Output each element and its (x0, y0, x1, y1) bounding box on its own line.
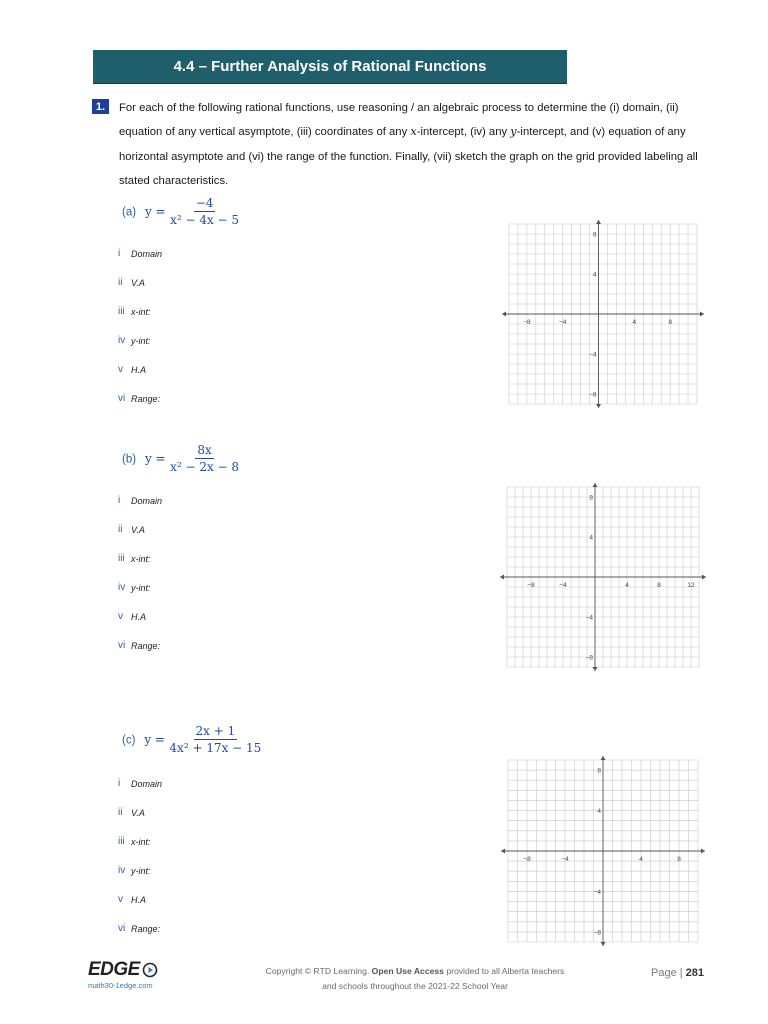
answer-prompt (118, 640, 160, 651)
answer-prompt (118, 553, 151, 564)
x-tick-label: 4 (639, 856, 643, 863)
x-tick-label: 8 (668, 319, 672, 326)
equation-lhs: y = (144, 451, 166, 466)
prompt-label: H.A (131, 611, 147, 622)
prompt-numeral: i (118, 495, 121, 506)
prompt-numeral: iv (118, 335, 126, 346)
y-axis-arrow-bottom (596, 404, 601, 408)
coordinate-grid[interactable] (500, 756, 706, 946)
prompt-numeral: ii (118, 807, 123, 818)
logo-wordmark: EDGE (88, 959, 140, 980)
prompt-label: y-int: (131, 582, 151, 593)
answer-prompt (118, 923, 160, 934)
section-title: 4.4 – Further Analysis of Rational Functions (93, 50, 567, 84)
prompt-label: x-int: (131, 553, 151, 564)
answer-prompt (118, 865, 151, 876)
answer-prompt (118, 836, 151, 847)
instruction-text: -intercept, and (v) equation of any horizontal asymptote and (vi) the range of the function. Finally, (vii) sketch the graph on the grid provided labeling all stated characteristics. (119, 126, 698, 187)
answer-prompt (118, 393, 160, 404)
prompt-label: y-int: (131, 865, 151, 876)
x-tick-label: 8 (677, 856, 681, 863)
prompt-numeral: ii (118, 524, 123, 535)
y-axis-arrow-bottom (593, 667, 598, 671)
prompt-numeral: v (118, 364, 123, 375)
part-letter: (b) (122, 453, 137, 466)
y-tick-label: −8 (589, 391, 597, 399)
question-number: 1. (92, 99, 109, 114)
prompt-label: H.A (131, 894, 147, 905)
coordinate-grid[interactable] (501, 220, 705, 408)
page-number: Page | 281 (651, 967, 705, 979)
part-equation (122, 196, 239, 227)
prompt-numeral: iii (118, 553, 125, 564)
answer-prompt (118, 335, 151, 346)
fraction-denominator: x² − 2x − 8 (170, 460, 240, 474)
copyright-notice: Copyright © RTD Learning. Open Use Access provided to all Alberta teachers and schools throughout the 2021-22 School Year (265, 966, 565, 991)
y-tick-label: 8 (597, 767, 601, 775)
equation-lhs: y = (144, 732, 165, 747)
answer-prompt (118, 611, 146, 622)
fraction (169, 724, 261, 755)
answer-prompt (118, 778, 162, 789)
x-tick-label: 4 (632, 319, 637, 326)
y-tick-label: −8 (585, 654, 593, 662)
answer-prompt (118, 807, 145, 818)
y-axis-arrow-top (601, 756, 606, 760)
prompt-label: V.A (131, 277, 145, 288)
math-variable: y (510, 125, 517, 139)
answer-prompt (118, 495, 162, 506)
answer-prompt (118, 306, 151, 317)
instruction-text: For each of the following rational functions, use reasoning / an algebraic process to determine the (i) domain, (ii) equation of any vertical asymptote, (iii) coordinates of any (119, 102, 679, 139)
fraction (170, 443, 239, 474)
prompt-numeral: v (118, 611, 123, 622)
answer-prompt (118, 582, 151, 593)
prompt-numeral: iv (118, 582, 126, 593)
fraction-denominator: x² − 4x − 5 (170, 213, 240, 227)
prompt-label: Range: (131, 923, 161, 934)
x-tick-label: 4 (625, 582, 629, 589)
y-tick-label: −4 (585, 614, 593, 622)
answer-prompt (118, 524, 145, 535)
prompt-numeral: iii (118, 306, 125, 317)
x-tick-label: −4 (561, 856, 569, 863)
prompt-numeral: vi (118, 640, 126, 651)
part-letter: (a) (122, 206, 137, 219)
y-axis-arrow-bottom (601, 942, 606, 946)
prompt-numeral: i (118, 248, 121, 259)
answer-prompt (118, 277, 145, 288)
y-axis-arrow-top (596, 220, 601, 224)
y-tick-label: −4 (589, 351, 597, 359)
x-tick-label: −8 (523, 319, 531, 326)
prompt-label: x-int: (131, 306, 151, 317)
y-tick-label: 8 (589, 494, 593, 502)
x-tick-label: 8 (657, 582, 661, 589)
x-tick-label: 12 (687, 582, 695, 589)
fraction-numerator: −4 (195, 196, 214, 210)
y-tick-label: −8 (593, 929, 601, 937)
prompt-label: V.A (131, 524, 145, 535)
prompt-label: H.A (131, 364, 147, 375)
prompt-label: Domain (131, 248, 163, 259)
x-tick-label: −8 (523, 856, 531, 863)
y-tick-label: −4 (593, 888, 601, 896)
y-tick-label: 4 (597, 808, 601, 816)
logo-url: math30-1edge.com (88, 981, 153, 990)
edge-logo (88, 959, 158, 990)
answer-prompt (118, 248, 162, 259)
prompt-numeral: ii (118, 277, 123, 288)
x-tick-label: −4 (559, 319, 567, 326)
prompt-label: y-int: (131, 335, 151, 346)
x-axis-arrow-right (700, 312, 704, 317)
x-axis-arrow-left (501, 849, 505, 854)
part-equation (122, 443, 239, 474)
equation-lhs: y = (144, 204, 166, 219)
y-tick-label: 4 (592, 271, 597, 279)
prompt-numeral: iv (118, 865, 126, 876)
fraction (170, 196, 239, 227)
prompt-label: Range: (131, 640, 161, 651)
question-instruction (119, 96, 709, 193)
prompt-numeral: v (118, 894, 123, 905)
prompt-label: V.A (131, 807, 145, 818)
fraction-numerator: 2x + 1 (195, 724, 236, 738)
part-letter: (c) (122, 734, 136, 747)
prompt-numeral: vi (118, 393, 126, 404)
y-tick-label: 4 (589, 534, 593, 542)
prompt-numeral: vi (118, 923, 126, 934)
x-tick-label: −8 (527, 582, 535, 589)
x-axis-arrow-left (502, 312, 506, 317)
fraction-numerator: 8x (197, 443, 212, 457)
y-tick-label: 8 (592, 231, 597, 239)
prompt-label: Domain (131, 495, 163, 506)
prompt-label: Range: (131, 393, 161, 404)
fraction-denominator: 4x² + 17x − 15 (169, 741, 262, 755)
x-tick-label: −4 (559, 582, 567, 589)
prompt-label: Domain (131, 778, 163, 789)
instruction-text: -intercept, (iv) any (416, 126, 511, 139)
x-axis-arrow-right (701, 849, 705, 854)
x-axis-arrow-left (500, 575, 504, 580)
answer-prompt (118, 364, 146, 375)
part-equation (122, 724, 261, 755)
math-variable: x (410, 125, 417, 139)
prompt-numeral: iii (118, 836, 125, 847)
prompt-numeral: i (118, 778, 121, 789)
coordinate-grid[interactable] (499, 483, 707, 671)
prompt-label: x-int: (131, 836, 151, 847)
answer-prompt (118, 894, 146, 905)
y-axis-arrow-top (593, 483, 598, 487)
play-icon (142, 962, 158, 978)
x-axis-arrow-right (702, 575, 706, 580)
